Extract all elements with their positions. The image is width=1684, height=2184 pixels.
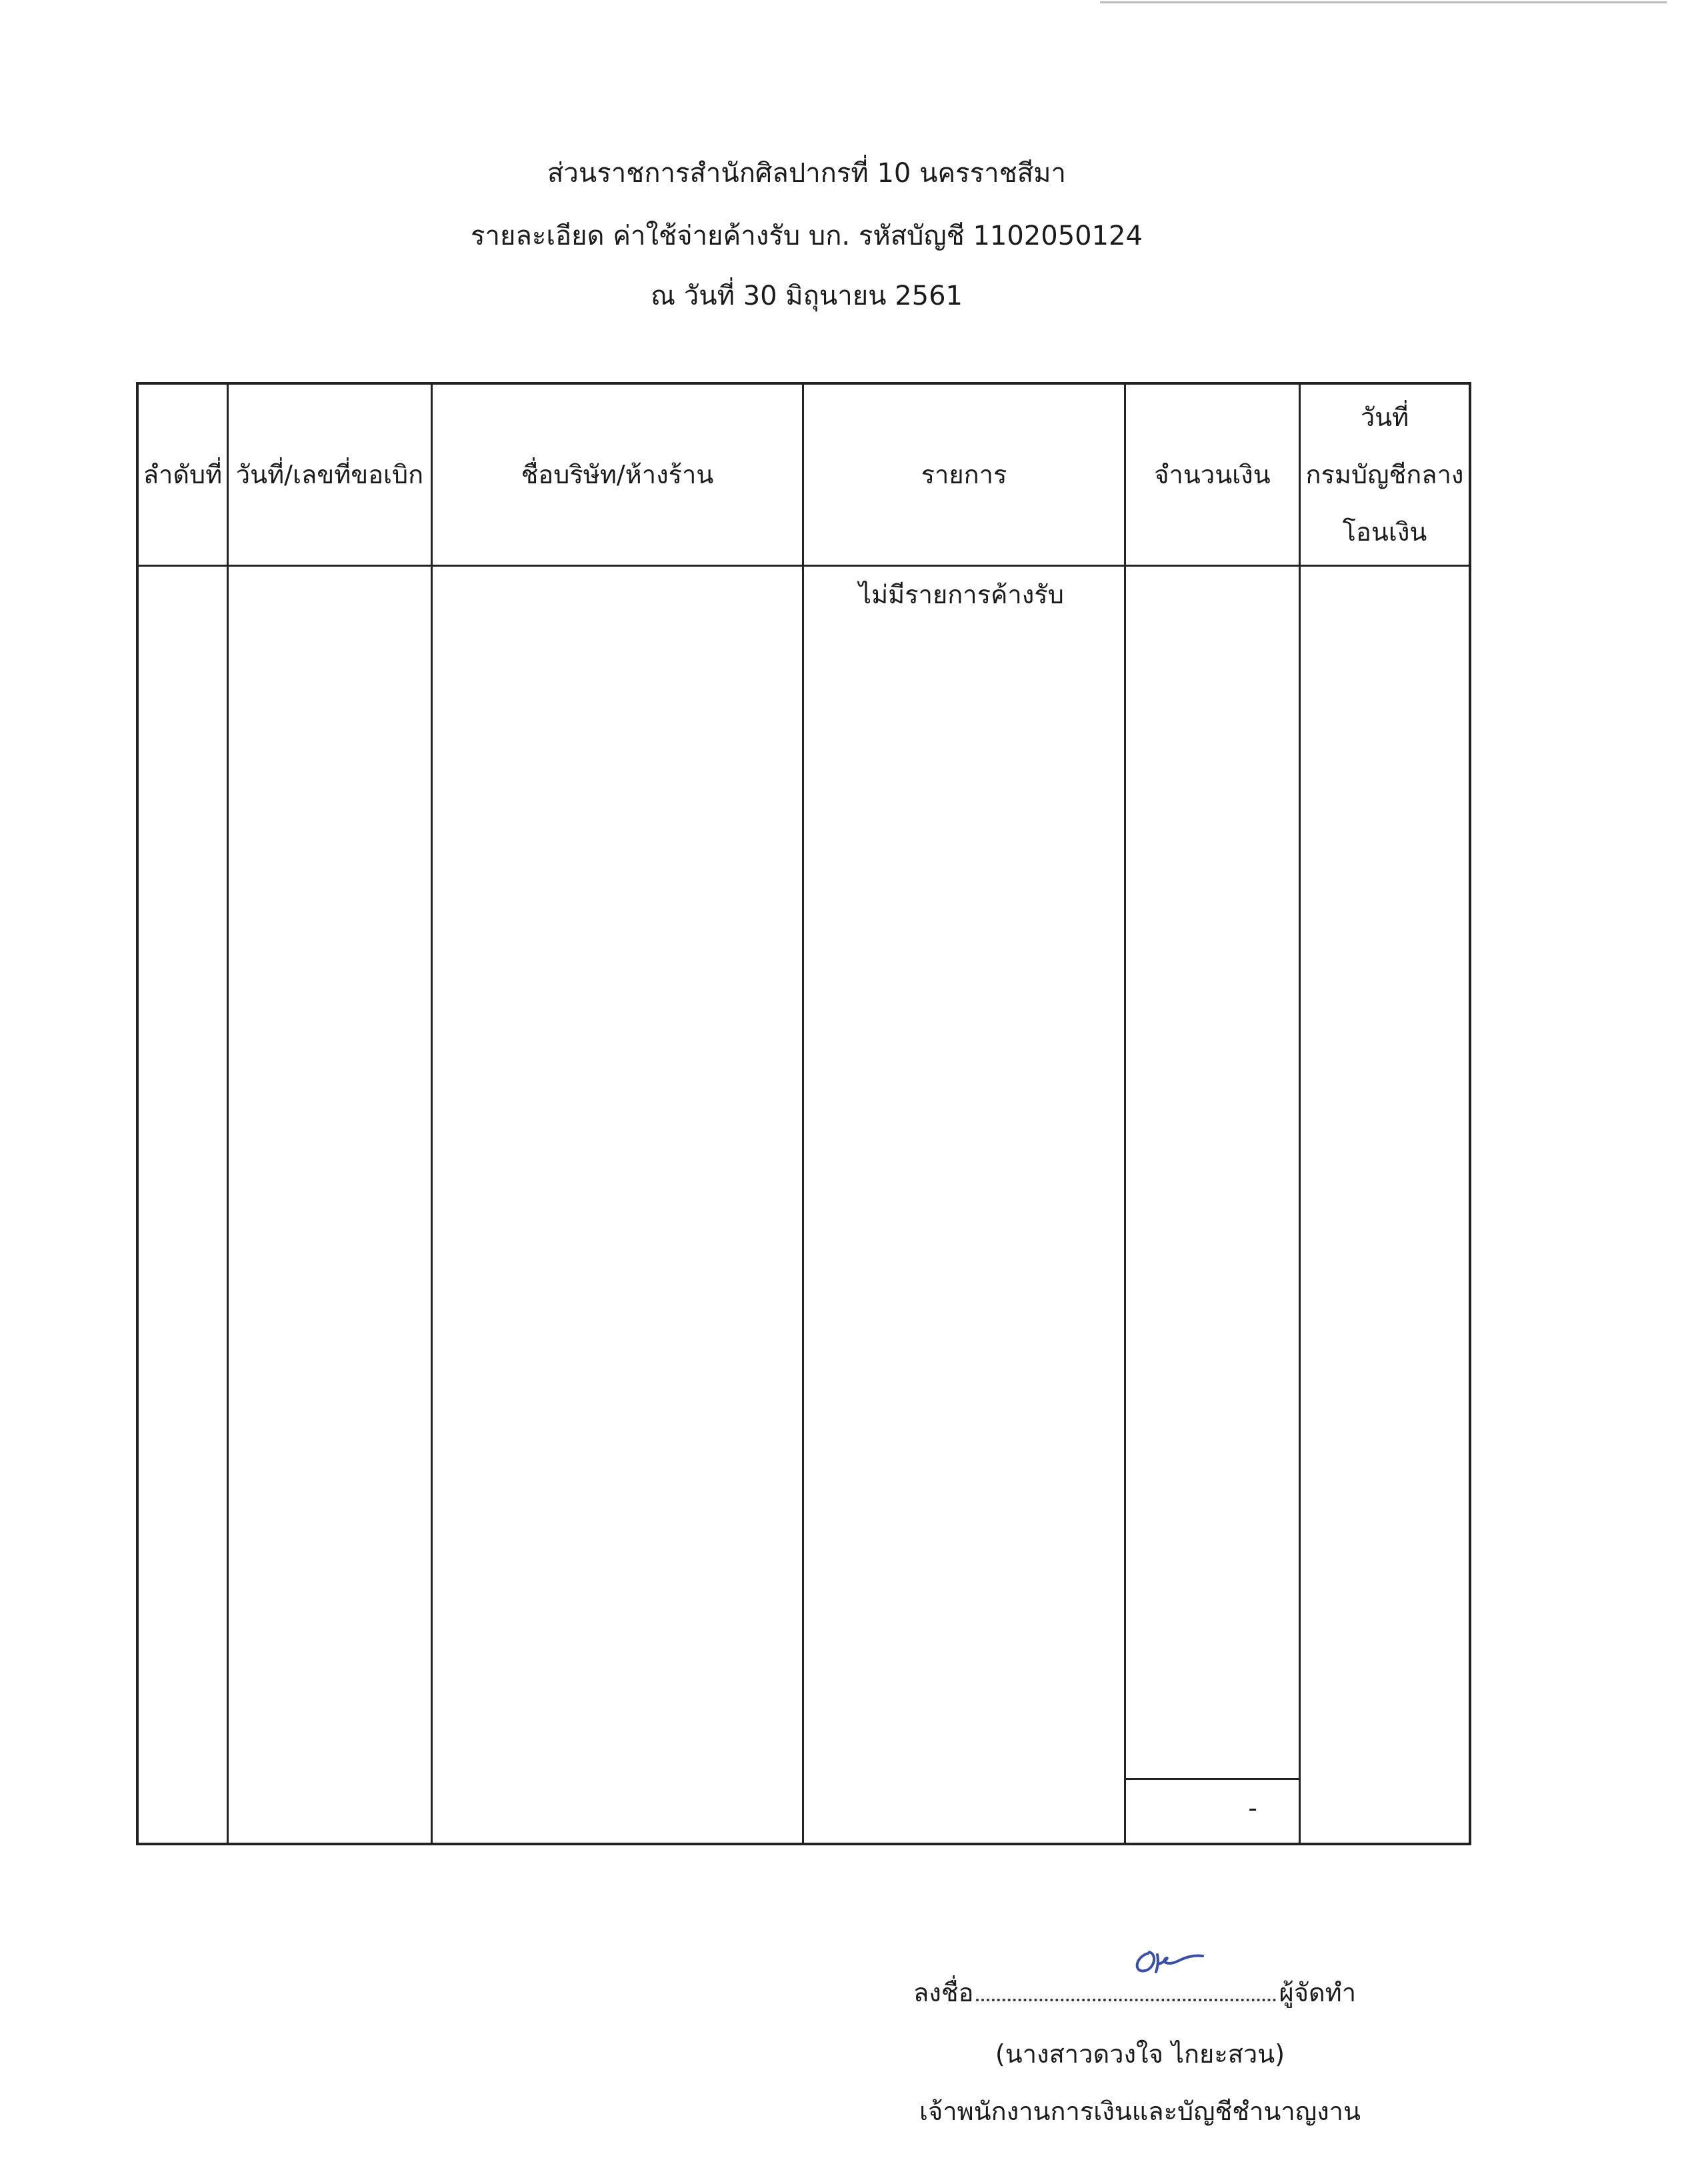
report-title: รายละเอียด ค่าใช้จ่ายค้างรับ บก. รหัสบัญชี 1102050124 xyxy=(471,221,1143,251)
column-header-transfer-date-line: วันที่ xyxy=(1360,403,1409,432)
column-divider xyxy=(1299,385,1301,1843)
column-header-transfer-date-line: กรมบัญชีกลาง xyxy=(1305,460,1464,489)
column-header-transfer-date-line: โอนเงิน xyxy=(1342,517,1427,547)
column-header-company: ชื่อบริษัท/ห้างร้าน xyxy=(521,460,714,489)
scan-edge-line xyxy=(1100,1,1667,3)
column-divider xyxy=(1124,385,1126,1843)
signer-name: (นางสาวดวงใจ ไกยะสวน) xyxy=(995,2039,1285,2069)
signature-line xyxy=(913,1976,1356,2009)
column-header-date-ref: วันที่/เลขที่ขอเบิก xyxy=(235,460,424,489)
receivable-table xyxy=(136,382,1471,1845)
header-divider xyxy=(139,565,1469,567)
column-header-transfer-date xyxy=(1301,385,1469,565)
signature-prefix: ลงชื่อ xyxy=(913,1978,974,2007)
column-header-amount: จำนวนเงิน xyxy=(1154,460,1271,489)
handwritten-signature xyxy=(1128,1941,1208,1981)
signature-dotted-line xyxy=(976,1993,1276,2001)
signature-suffix: ผู้จัดทำ xyxy=(1279,1978,1357,2007)
signer-position: เจ้าพนักงานการเงินและบัญชีชำนาญงาน xyxy=(919,2097,1361,2126)
column-header-seq: ลำดับที่ xyxy=(143,460,223,489)
column-divider xyxy=(227,385,229,1843)
report-date: ณ วันที่ 30 มิถุนายน 2561 xyxy=(650,281,963,311)
total-divider xyxy=(1124,1778,1299,1780)
no-receivables-note: ไม่มีรายการค้างรับ xyxy=(859,580,1064,609)
column-divider xyxy=(802,385,804,1843)
column-header-item: รายการ xyxy=(921,460,1007,489)
column-divider xyxy=(431,385,433,1843)
agency-title: ส่วนราชการสำนักศิลปากรที่ 10 นครราชสีมา xyxy=(547,158,1066,189)
total-amount: - xyxy=(1248,1793,1257,1823)
